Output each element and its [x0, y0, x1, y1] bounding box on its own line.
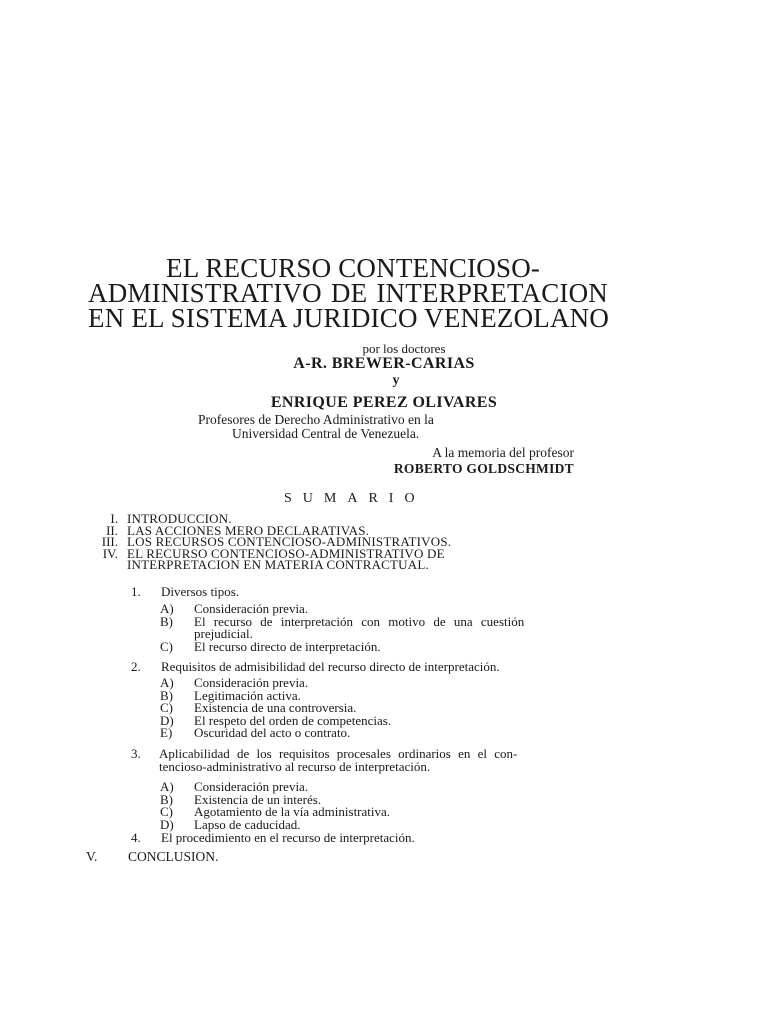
chapter-number: IV. [102, 545, 118, 561]
subsection-key: E) [160, 725, 173, 740]
subsection-key: A) [160, 675, 174, 690]
subsection-key: A) [160, 601, 174, 616]
affiliation-line-1: Profesores de Derecho Administrativo en la [198, 412, 434, 427]
subsection-key: D) [160, 816, 174, 832]
section-title: Aplicabilidad de los requisitos procesales ordinarios en el con- [159, 746, 518, 761]
author-name-1: A-R. BREWER-CARIAS [293, 355, 475, 372]
chapter-title: EL RECURSO CONTENCIOSO-ADMINISTRATIVO DE [127, 545, 445, 561]
subsection-key: A) [160, 779, 174, 794]
title-line-2: ADMINISTRATIVO DE INTERPRETACION [88, 278, 608, 308]
subsection-title-continued: prejudicial. [194, 626, 253, 641]
subsection-key: B) [160, 613, 173, 629]
dedication [386, 445, 574, 477]
section-title: Requisitos de admisibilidad del recurso directo de interpretación. [161, 659, 500, 674]
section-title: Diversos tipos. [161, 584, 239, 599]
affiliation [198, 413, 434, 441]
subsection-key: B) [160, 791, 173, 807]
subsection-title: Legitimación activa. [194, 687, 301, 703]
dedication-line-1: A la memoria del profesor [432, 445, 574, 460]
subsection-key: C) [160, 638, 173, 654]
affiliation-line-2: Universidad Central de Venezuela. [232, 426, 420, 441]
subsection-title: El respeto del orden de competencias. [194, 712, 392, 728]
chapter-number: I. [110, 511, 118, 526]
subsection-title: Existencia de un interés. [194, 791, 322, 807]
subsection-key: C) [160, 804, 173, 819]
byline: por los doctores [362, 341, 446, 356]
article-title [88, 253, 610, 333]
subsection-title: El recurso de interpretación con motivo de una cuestión [194, 613, 525, 629]
table-of-contents [0, 513, 768, 571]
section-title: El procedimiento en el recurso de interpretación. [161, 830, 415, 845]
section-number: 2. [131, 659, 141, 674]
section-number: 3. [131, 746, 141, 761]
sumario-heading: SUMARIO [284, 491, 426, 506]
subsection-key: B) [160, 687, 173, 703]
section-number: 4. [131, 830, 141, 845]
section-number: 1. [131, 584, 141, 599]
title-line-3: EN EL SISTEMA JURIDICO VENEZOLANO [88, 303, 610, 333]
subsection-title: Consideración previa. [194, 779, 309, 794]
subsection-title: Oscuridad del acto o contrato. [194, 725, 351, 740]
subsection-title: Consideración previa. [194, 601, 309, 616]
author-conjunction: y [392, 373, 400, 388]
subsection-title: Existencia de una controversia. [194, 700, 357, 715]
author-name-2: ENRIQUE PEREZ OLIVARES [270, 394, 498, 411]
section-title-continued: tencioso-administrativo al recurso de interpretación. [159, 759, 431, 774]
chapter-title: INTRODUCCION. [127, 511, 232, 526]
chapter-title: LAS ACCIONES MERO DECLARATIVAS. [127, 522, 370, 538]
subsection-title: Agotamiento de la vía administrativa. [194, 804, 391, 819]
chapter-title-continued: INTERPRETACION EN MATERIA CONTRACTUAL. [127, 557, 429, 572]
chapter-number: III. [101, 534, 118, 549]
dedication-line-2: ROBERTO GOLDSCHMIDT [393, 461, 574, 476]
subsection-title: Lapso de caducidad. [194, 816, 301, 832]
chapter-number: II. [106, 522, 118, 538]
subsection-key: D) [160, 712, 174, 728]
chapter-number: V. [86, 849, 98, 864]
subsection-key: C) [160, 700, 173, 715]
toc-chapter-row [86, 849, 219, 865]
title-line-1: EL RECURSO CONTENCIOSO- [166, 253, 541, 283]
subsection-title: Consideración previa. [194, 675, 309, 690]
subsection-title: El recurso directo de interpretación. [194, 638, 381, 654]
chapter-title: CONCLUSION. [128, 849, 219, 864]
chapter-title: LOS RECURSOS CONTENCIOSO-ADMINISTRATIVOS. [127, 534, 452, 549]
toc-chapter-row-continued [0, 559, 768, 571]
